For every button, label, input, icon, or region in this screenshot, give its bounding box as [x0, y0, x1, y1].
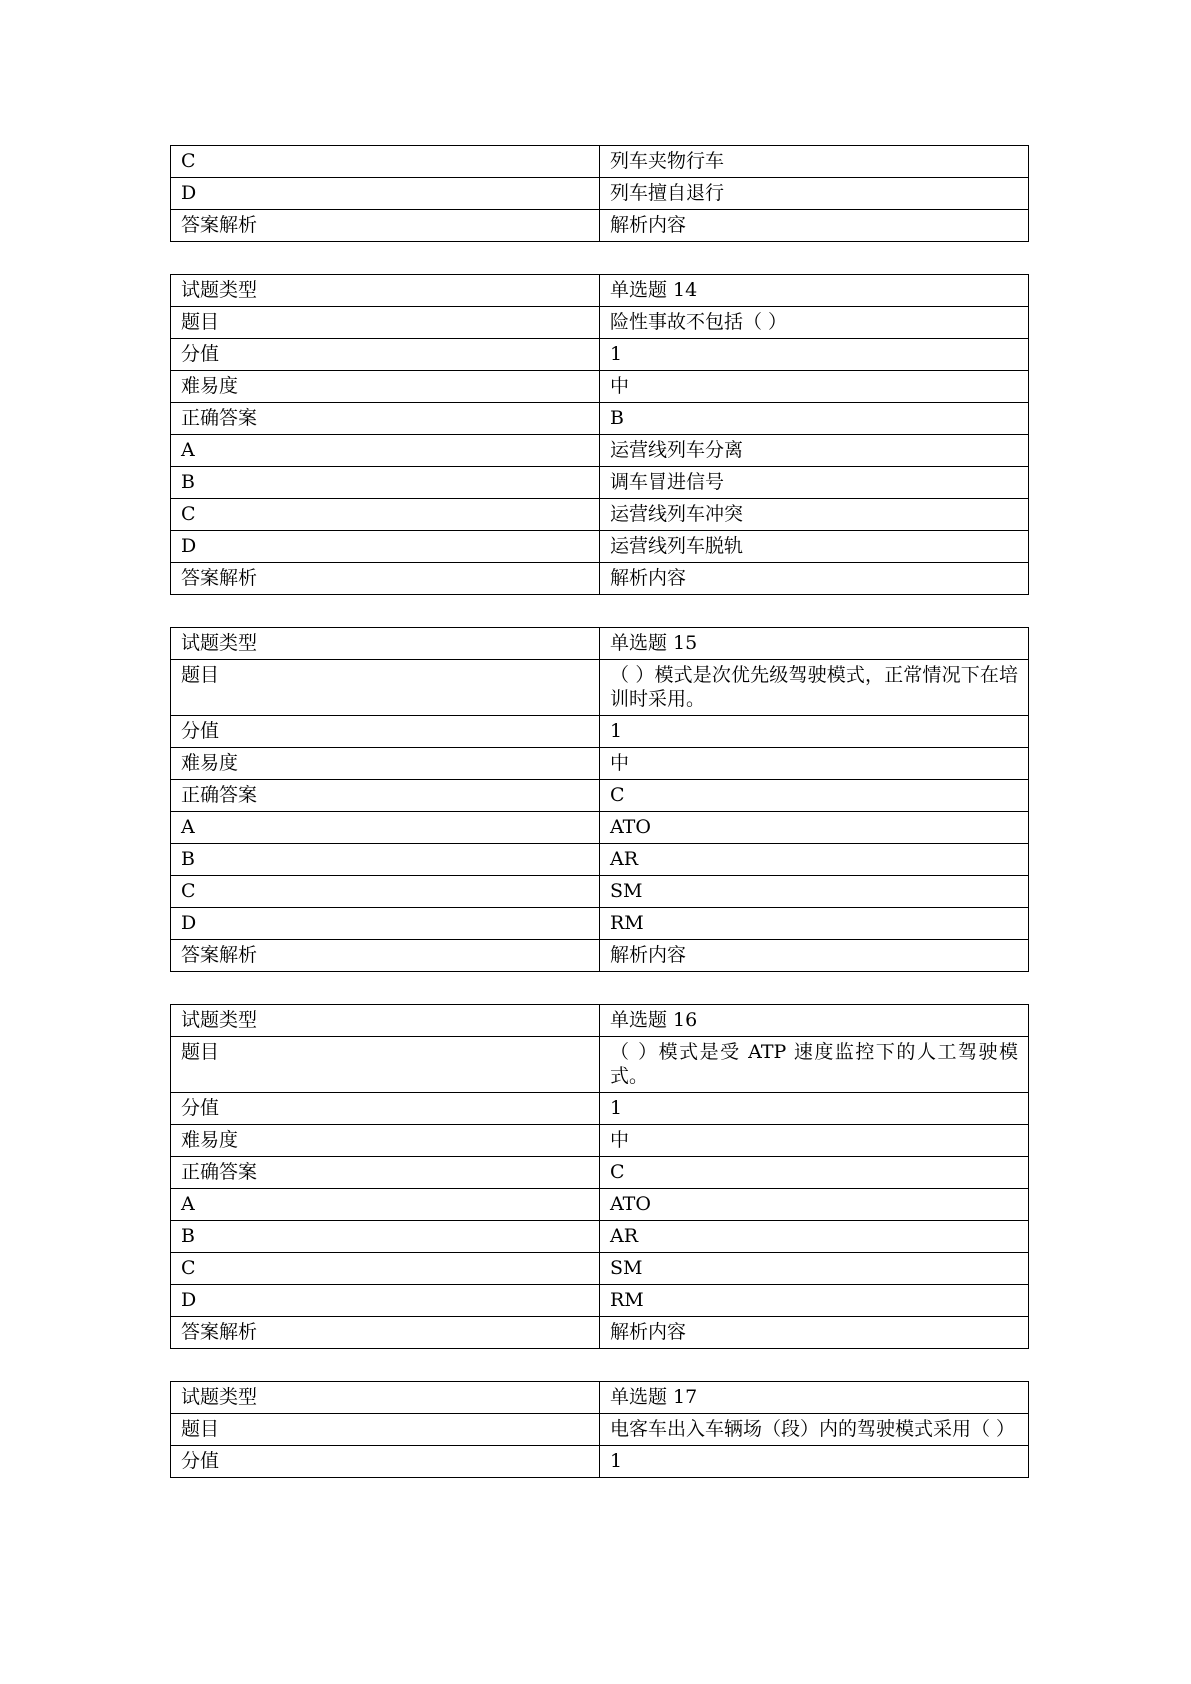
question-table-15 — [170, 627, 1029, 972]
row-key: C — [171, 146, 600, 178]
question-table-13-tail — [170, 145, 1029, 242]
row-value: RM — [600, 1285, 1029, 1317]
table-row — [171, 1221, 1029, 1253]
row-key: 试题类型 — [171, 275, 600, 307]
row-value: SM — [600, 876, 1029, 908]
table-row — [171, 1125, 1029, 1157]
row-key: D — [171, 908, 600, 940]
table-row — [171, 716, 1029, 748]
row-value: 列车擅自退行 — [600, 178, 1029, 210]
row-value: 1 — [600, 339, 1029, 371]
row-key: 难易度 — [171, 1125, 600, 1157]
row-value: C — [600, 780, 1029, 812]
question-table-14 — [170, 274, 1029, 595]
row-value: AR — [600, 1221, 1029, 1253]
row-key: 试题类型 — [171, 628, 600, 660]
table-row — [171, 403, 1029, 435]
table-row — [171, 908, 1029, 940]
table-row — [171, 1093, 1029, 1125]
row-key: 正确答案 — [171, 403, 600, 435]
row-key: 正确答案 — [171, 780, 600, 812]
row-value: B — [600, 403, 1029, 435]
document-page — [170, 145, 1028, 1510]
row-value: 解析内容 — [600, 563, 1029, 595]
table-row — [171, 531, 1029, 563]
row-key: 分值 — [171, 339, 600, 371]
table-row — [171, 1157, 1029, 1189]
row-value: 中 — [600, 371, 1029, 403]
row-value: 解析内容 — [600, 210, 1029, 242]
row-value: 险性事故不包括（ ） — [600, 307, 1029, 339]
table-row — [171, 1037, 1029, 1093]
question-table-16 — [170, 1004, 1029, 1349]
table-row — [171, 339, 1029, 371]
row-value: 运营线列车脱轨 — [600, 531, 1029, 563]
row-key: 难易度 — [171, 371, 600, 403]
row-key: A — [171, 812, 600, 844]
row-value: SM — [600, 1253, 1029, 1285]
table-row — [171, 1189, 1029, 1221]
row-value: 单选题 16 — [600, 1005, 1029, 1037]
table-row — [171, 178, 1029, 210]
table-row — [171, 499, 1029, 531]
table-row — [171, 1285, 1029, 1317]
row-key: 试题类型 — [171, 1005, 600, 1037]
table-row — [171, 876, 1029, 908]
row-value: 电客车出入车辆场（段）内的驾驶模式采用（ ） — [600, 1414, 1029, 1446]
row-value: （ ）模式是受 ATP 速度监控下的人工驾驶模式。 — [600, 1037, 1029, 1093]
row-key: D — [171, 531, 600, 563]
row-value: 运营线列车冲突 — [600, 499, 1029, 531]
table-row — [171, 435, 1029, 467]
row-key: A — [171, 435, 600, 467]
row-key: 答案解析 — [171, 210, 600, 242]
row-key: 答案解析 — [171, 1317, 600, 1349]
row-key: C — [171, 1253, 600, 1285]
row-key: 分值 — [171, 1093, 600, 1125]
table-row — [171, 275, 1029, 307]
row-key: 分值 — [171, 716, 600, 748]
table-row — [171, 1414, 1029, 1446]
row-key: 正确答案 — [171, 1157, 600, 1189]
table-row — [171, 940, 1029, 972]
row-value: 运营线列车分离 — [600, 435, 1029, 467]
row-value: 1 — [600, 716, 1029, 748]
row-key: 答案解析 — [171, 940, 600, 972]
row-key: B — [171, 1221, 600, 1253]
row-key: 题目 — [171, 660, 600, 716]
table-row — [171, 628, 1029, 660]
row-value: 单选题 14 — [600, 275, 1029, 307]
row-value: 单选题 15 — [600, 628, 1029, 660]
row-key: B — [171, 467, 600, 499]
row-key: D — [171, 1285, 600, 1317]
table-row — [171, 812, 1029, 844]
row-key: A — [171, 1189, 600, 1221]
row-key: 答案解析 — [171, 563, 600, 595]
table-row — [171, 1317, 1029, 1349]
table-row — [171, 660, 1029, 716]
row-value: 1 — [600, 1446, 1029, 1478]
table-row — [171, 1005, 1029, 1037]
table-row — [171, 371, 1029, 403]
table-row — [171, 210, 1029, 242]
row-value: 1 — [600, 1093, 1029, 1125]
table-row — [171, 1382, 1029, 1414]
row-value: ATO — [600, 1189, 1029, 1221]
table-row — [171, 1446, 1029, 1478]
row-value: 列车夹物行车 — [600, 146, 1029, 178]
table-row — [171, 748, 1029, 780]
row-value: 单选题 17 — [600, 1382, 1029, 1414]
row-value: AR — [600, 844, 1029, 876]
row-key: 难易度 — [171, 748, 600, 780]
row-key: 题目 — [171, 1037, 600, 1093]
row-value: （ ）模式是次优先级驾驶模式，正常情况下在培训时采用。 — [600, 660, 1029, 716]
table-row — [171, 467, 1029, 499]
row-key: 试题类型 — [171, 1382, 600, 1414]
row-value: 解析内容 — [600, 1317, 1029, 1349]
row-value: 调车冒进信号 — [600, 467, 1029, 499]
table-row — [171, 1253, 1029, 1285]
row-value: ATO — [600, 812, 1029, 844]
row-key: 分值 — [171, 1446, 600, 1478]
row-value: 中 — [600, 748, 1029, 780]
table-row — [171, 563, 1029, 595]
row-value: 解析内容 — [600, 940, 1029, 972]
row-value: RM — [600, 908, 1029, 940]
table-row — [171, 844, 1029, 876]
table-row — [171, 780, 1029, 812]
row-value: 中 — [600, 1125, 1029, 1157]
row-key: D — [171, 178, 600, 210]
row-value: C — [600, 1157, 1029, 1189]
table-row — [171, 307, 1029, 339]
row-key: B — [171, 844, 600, 876]
row-key: C — [171, 876, 600, 908]
row-key: C — [171, 499, 600, 531]
table-row — [171, 146, 1029, 178]
row-key: 题目 — [171, 307, 600, 339]
question-table-17 — [170, 1381, 1029, 1478]
row-key: 题目 — [171, 1414, 600, 1446]
